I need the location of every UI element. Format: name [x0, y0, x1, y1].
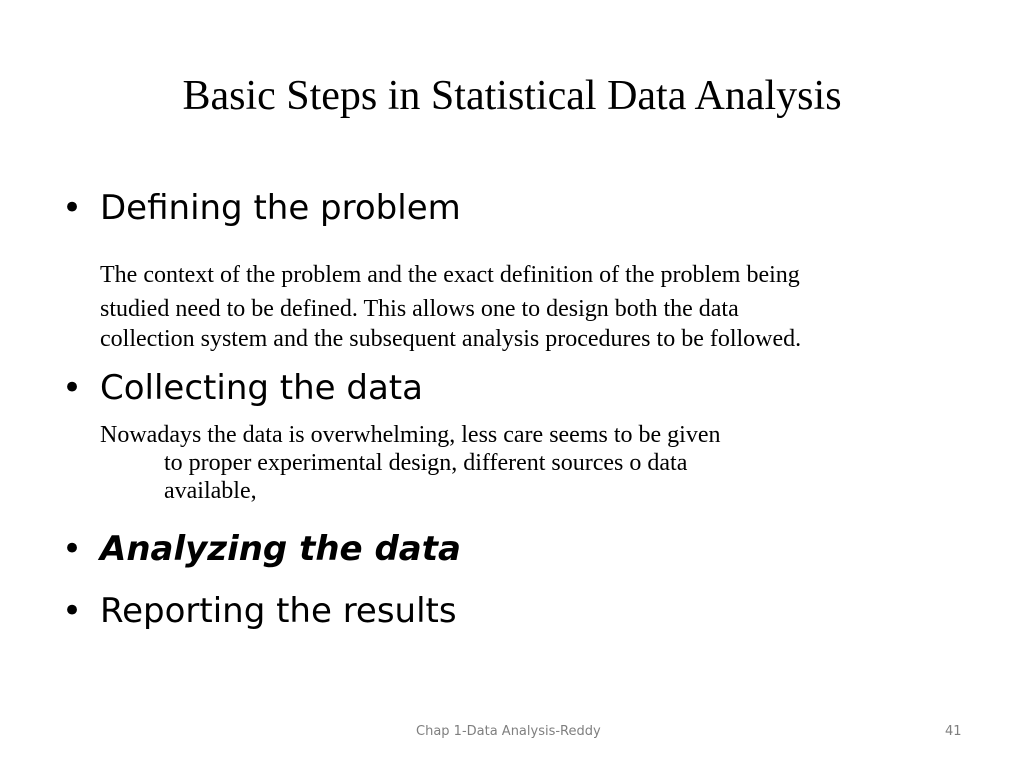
bullet-dot: • [62, 368, 83, 408]
slide-number: 41 [945, 724, 962, 739]
bullet-defining-the-problem [62, 186, 461, 230]
bullet-description-collecting [100, 421, 720, 505]
bullet-dot: • [62, 529, 83, 569]
footer-chapter-label: Chap 1-Data Analysis-Reddy [416, 724, 601, 739]
bullet-label: Analyzing the data [100, 529, 461, 569]
bullet-label: Reporting the results [100, 591, 457, 631]
bullet-dot: • [62, 188, 83, 228]
bullet-label: Defining the problem [100, 188, 461, 228]
bullet-analyzing-the-data [62, 527, 461, 571]
description-line: to proper experimental design, different sources o data [164, 450, 688, 476]
slide-title: Basic Steps in Statistical Data Analysis [182, 73, 842, 119]
description-line: studied need to be defined. This allows one to design both the data [100, 296, 739, 322]
description-line: collection system and the subsequent analysis procedures to be followed. [100, 326, 802, 352]
bullet-reporting-the-results [62, 589, 457, 633]
bullet-description-defining [100, 258, 801, 356]
description-line: available, [164, 478, 257, 504]
description-line: Nowadays the data is overwhelming, less care seems to be given [100, 422, 721, 448]
bullet-label: Collecting the data [100, 368, 423, 408]
bullet-collecting-the-data [62, 366, 423, 410]
description-line: The context of the problem and the exact definition of the problem being [100, 262, 800, 288]
bullet-dot: • [62, 591, 83, 631]
